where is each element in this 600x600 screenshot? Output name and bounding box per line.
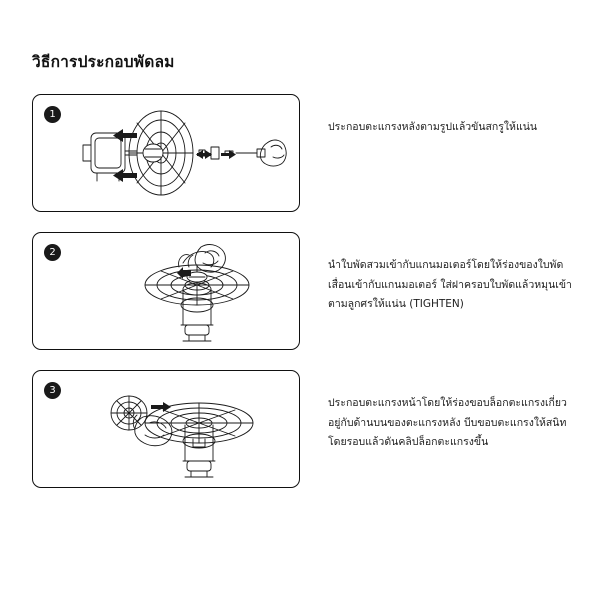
step-1-diagram bbox=[33, 95, 300, 212]
step-number-badge-1: 1 bbox=[44, 106, 61, 123]
step-2-text-block bbox=[300, 232, 572, 314]
front-grill-clip-illustration bbox=[32, 370, 300, 488]
rear-grill-assembly-illustration bbox=[32, 94, 300, 212]
step-3-instruction: ประกอบตะแกรงหน้าโดยให้ร่องขอบล็อกตะแกรงเกี่ยวอยู่กับด้านบนของตะแกรงหลัง บีบขอบตะแกรงให้สนิทโดยรอบแล้วดันคลิปล็อกตะแกรงขึ้น bbox=[328, 397, 567, 448]
instruction-step-2 bbox=[32, 232, 572, 350]
step-1-instruction: ประกอบตะแกรงหลังตามรูปแล้วขันสกรูให้แน่น bbox=[328, 121, 538, 134]
step-number-badge-3: 3 bbox=[44, 382, 61, 399]
push-arrow bbox=[151, 402, 171, 412]
step-3-diagram bbox=[33, 371, 300, 488]
fan-blade-mounting-illustration bbox=[32, 232, 300, 350]
step-number-badge-2: 2 bbox=[44, 244, 61, 261]
instruction-step-3 bbox=[32, 370, 572, 488]
page-title: วิธีการประกอบพัดลม bbox=[32, 53, 175, 71]
direction-arrows bbox=[113, 129, 236, 182]
step-2-diagram bbox=[33, 233, 300, 350]
instruction-step-1 bbox=[32, 94, 572, 212]
step-2-instruction: นำใบพัดสวมเข้ากับแกนมอเตอร์โดยให้ร่องของใบพัดเสื่อนเข้ากับแกนมอเตอร์ ใส่ฝาครอบใบพัดแล้วหมุนเข้าตามลูกศรให้แน่น (TIGHTEN) bbox=[328, 259, 572, 310]
step-1-text-block bbox=[300, 94, 572, 137]
step-3-text-block bbox=[300, 370, 572, 452]
